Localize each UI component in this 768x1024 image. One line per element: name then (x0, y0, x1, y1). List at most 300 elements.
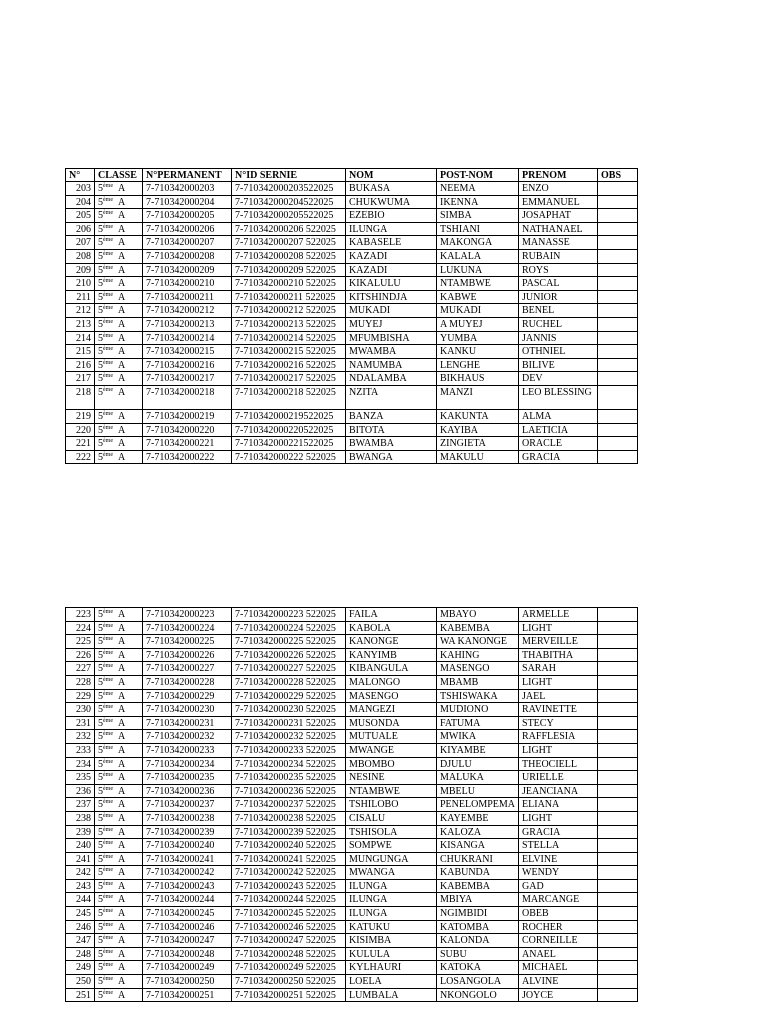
class-letter: A (118, 223, 126, 235)
class-letter: A (118, 785, 126, 797)
cell-first-name: RUBAIN (519, 249, 598, 263)
cell-post-name: KANKU (437, 345, 519, 359)
cell-sernie-id: 7-710342000233 522025 (232, 743, 346, 757)
cell-sernie-id: 7-710342000221522025 (232, 437, 346, 451)
cell-permanent-id: 7-710342000244 (143, 893, 232, 907)
class-letter: A (118, 424, 126, 436)
cell-class (95, 771, 143, 785)
cell-first-name: OBEB (519, 907, 598, 921)
table-row (66, 771, 638, 785)
class-suffix: ème (103, 183, 113, 189)
cell-post-name: NKONGOLO (437, 988, 519, 1002)
cell-first-name: RAFFLESIA (519, 730, 598, 744)
cell-number: 239 (66, 825, 95, 839)
cell-last-name: MWAMBA (346, 345, 437, 359)
cell-observations (598, 317, 638, 331)
cell-permanent-id: 7-710342000221 (143, 437, 232, 451)
table-row (66, 730, 638, 744)
cell-last-name: TSHISOLA (346, 825, 437, 839)
cell-post-name: SIMBA (437, 209, 519, 223)
class-letter: A (118, 196, 126, 208)
table-row (66, 209, 638, 223)
cell-first-name: ROCHER (519, 920, 598, 934)
class-suffix: ème (103, 867, 113, 874)
class-number: 5 (98, 962, 103, 974)
cell-last-name: BUKASA (346, 182, 437, 196)
cell-class (95, 648, 143, 662)
cell-permanent-id: 7-710342000249 (143, 961, 232, 975)
cell-number: 213 (66, 317, 95, 331)
cell-first-name: JAEL (519, 689, 598, 703)
class-number: 5 (98, 867, 103, 879)
class-number: 5 (98, 840, 103, 852)
class-number: 5 (98, 690, 103, 702)
cell-post-name: LUKUNA (437, 263, 519, 277)
class-number: 5 (98, 908, 103, 920)
cell-sernie-id: 7-710342000215 522025 (232, 345, 346, 359)
cell-observations (598, 675, 638, 689)
cell-last-name: ILUNGA (346, 879, 437, 893)
class-letter: A (118, 948, 126, 960)
cell-last-name: LOELA (346, 975, 437, 989)
cell-permanent-id: 7-710342000231 (143, 716, 232, 730)
cell-first-name: LIGHT (519, 675, 598, 689)
cell-number: 238 (66, 811, 95, 825)
class-number: 5 (98, 663, 103, 675)
cell-observations (598, 423, 638, 437)
cell-number: 207 (66, 236, 95, 250)
cell-number: 241 (66, 852, 95, 866)
cell-number: 246 (66, 920, 95, 934)
cell-sernie-id: 7-710342000241 522025 (232, 852, 346, 866)
class-number: 5 (98, 291, 103, 303)
class-letter: A (118, 894, 126, 906)
class-letter: A (118, 867, 126, 879)
class-number: 5 (98, 744, 103, 756)
cell-number: 242 (66, 866, 95, 880)
cell-number: 206 (66, 222, 95, 236)
class-suffix: ème (103, 812, 113, 819)
cell-number: 245 (66, 907, 95, 921)
header-permanent-id: N°PERMANENT (143, 169, 232, 182)
cell-sernie-id: 7-710342000208 522025 (232, 249, 346, 263)
cell-observations (598, 879, 638, 893)
cell-number: 249 (66, 961, 95, 975)
cell-last-name: MBOMBO (346, 757, 437, 771)
cell-post-name: BIKHAUS (437, 372, 519, 386)
class-number: 5 (98, 948, 103, 960)
cell-class (95, 437, 143, 451)
cell-observations (598, 290, 638, 304)
cell-permanent-id: 7-710342000251 (143, 988, 232, 1002)
cell-number: 230 (66, 703, 95, 717)
cell-last-name: MUSONDA (346, 716, 437, 730)
class-suffix: ème (103, 410, 113, 417)
class-suffix: ème (103, 880, 113, 887)
cell-permanent-id: 7-710342000215 (143, 345, 232, 359)
cell-last-name: KANYIMB (346, 648, 437, 662)
cell-class (95, 920, 143, 934)
class-letter: A (118, 880, 126, 892)
class-suffix: ème (103, 278, 113, 285)
cell-sernie-id: 7-710342000205522025 (232, 209, 346, 223)
cell-first-name: STECY (519, 716, 598, 730)
cell-observations (598, 209, 638, 223)
cell-permanent-id: 7-710342000237 (143, 798, 232, 812)
class-letter: A (118, 717, 126, 729)
cell-class (95, 825, 143, 839)
cell-class (95, 317, 143, 331)
cell-first-name: ROYS (519, 263, 598, 277)
class-number: 5 (98, 386, 103, 398)
cell-first-name: ALMA (519, 409, 598, 423)
table-row (66, 450, 638, 464)
table-row (66, 345, 638, 359)
class-letter: A (118, 237, 126, 249)
cell-number: 228 (66, 675, 95, 689)
class-letter: A (118, 989, 126, 1001)
cell-post-name: KISANGA (437, 839, 519, 853)
cell-permanent-id: 7-710342000211 (143, 290, 232, 304)
class-letter: A (118, 305, 126, 317)
table-row (66, 249, 638, 263)
class-suffix: ème (103, 438, 113, 445)
class-number: 5 (98, 622, 103, 634)
cell-permanent-id: 7-710342000208 (143, 249, 232, 263)
class-letter: A (118, 676, 126, 688)
table-row (66, 839, 638, 853)
cell-observations (598, 450, 638, 464)
cell-sernie-id: 7-710342000238 522025 (232, 811, 346, 825)
cell-sernie-id: 7-710342000236 522025 (232, 784, 346, 798)
cell-post-name: MANZI (437, 385, 519, 409)
class-letter: A (118, 609, 126, 620)
cell-number: 224 (66, 621, 95, 635)
cell-number: 233 (66, 743, 95, 757)
cell-last-name: MWANGA (346, 866, 437, 880)
cell-last-name: FAILA (346, 608, 437, 622)
cell-first-name: LAETICIA (519, 423, 598, 437)
cell-sernie-id: 7-710342000222 522025 (232, 450, 346, 464)
cell-observations (598, 372, 638, 386)
cell-permanent-id: 7-710342000250 (143, 975, 232, 989)
cell-post-name: KABEMBA (437, 621, 519, 635)
cell-observations (598, 703, 638, 717)
cell-class (95, 450, 143, 464)
cell-permanent-id: 7-710342000228 (143, 675, 232, 689)
cell-last-name: KIKALULU (346, 277, 437, 291)
table-row (66, 358, 638, 372)
table-row (66, 920, 638, 934)
cell-last-name: KABOLA (346, 621, 437, 635)
cell-post-name: MASENGO (437, 662, 519, 676)
class-letter: A (118, 649, 126, 661)
cell-permanent-id: 7-710342000216 (143, 358, 232, 372)
cell-permanent-id: 7-710342000243 (143, 879, 232, 893)
class-number: 5 (98, 438, 103, 450)
class-number: 5 (98, 636, 103, 648)
cell-last-name: SOMPWE (346, 839, 437, 853)
cell-first-name: GRACIA (519, 450, 598, 464)
cell-last-name: MUYEJ (346, 317, 437, 331)
cell-post-name: ZINGIETA (437, 437, 519, 451)
student-roster-table-2 (65, 607, 638, 1002)
class-letter: A (118, 744, 126, 756)
cell-observations (598, 961, 638, 975)
cell-sernie-id: 7-710342000211 522025 (232, 290, 346, 304)
cell-permanent-id: 7-710342000223 (143, 608, 232, 622)
cell-permanent-id: 7-710342000232 (143, 730, 232, 744)
table-row (66, 716, 638, 730)
class-letter: A (118, 908, 126, 920)
table-row (66, 182, 638, 196)
cell-permanent-id: 7-710342000234 (143, 757, 232, 771)
cell-permanent-id: 7-710342000235 (143, 771, 232, 785)
class-number: 5 (98, 921, 103, 933)
class-suffix: ème (103, 196, 113, 203)
cell-observations (598, 839, 638, 853)
class-suffix: ème (103, 799, 113, 806)
cell-sernie-id: 7-710342000225 522025 (232, 635, 346, 649)
cell-post-name: MAKULU (437, 450, 519, 464)
cell-post-name: TSHIANI (437, 222, 519, 236)
class-number: 5 (98, 250, 103, 262)
class-number: 5 (98, 196, 103, 208)
cell-observations (598, 920, 638, 934)
cell-observations (598, 947, 638, 961)
class-suffix: ème (103, 649, 113, 656)
class-number: 5 (98, 410, 103, 422)
class-suffix: ème (103, 373, 113, 380)
cell-sernie-id: 7-710342000224 522025 (232, 621, 346, 635)
cell-last-name: NDALAMBA (346, 372, 437, 386)
class-number: 5 (98, 976, 103, 988)
cell-first-name: WENDY (519, 866, 598, 880)
class-suffix: ème (103, 424, 113, 431)
table-row (66, 879, 638, 893)
cell-sernie-id: 7-710342000235 522025 (232, 771, 346, 785)
cell-class (95, 852, 143, 866)
class-suffix: ème (103, 264, 113, 271)
class-number: 5 (98, 424, 103, 436)
cell-first-name: PASCAL (519, 277, 598, 291)
cell-post-name: MBAMB (437, 675, 519, 689)
cell-class (95, 757, 143, 771)
header-post-name: POST-NOM (437, 169, 519, 182)
cell-permanent-id: 7-710342000204 (143, 195, 232, 209)
class-suffix: ème (103, 386, 113, 393)
cell-number: 227 (66, 662, 95, 676)
class-suffix: ème (103, 840, 113, 847)
cell-first-name: BENEL (519, 304, 598, 318)
cell-first-name: MICHAEL (519, 961, 598, 975)
cell-number: 205 (66, 209, 95, 223)
cell-number: 225 (66, 635, 95, 649)
header-last-name: NOM (346, 169, 437, 182)
class-letter: A (118, 799, 126, 811)
class-suffix: ème (103, 717, 113, 724)
class-suffix: ème (103, 989, 113, 996)
cell-last-name: CISALU (346, 811, 437, 825)
cell-sernie-id: 7-710342000240 522025 (232, 839, 346, 853)
class-suffix: ème (103, 826, 113, 833)
class-number: 5 (98, 210, 103, 222)
cell-class (95, 730, 143, 744)
class-letter: A (118, 690, 126, 702)
table-row (66, 222, 638, 236)
class-number: 5 (98, 332, 103, 344)
cell-number: 237 (66, 798, 95, 812)
class-number: 5 (98, 264, 103, 276)
cell-post-name: KABEMBA (437, 879, 519, 893)
cell-last-name: BANZA (346, 409, 437, 423)
cell-last-name: KULULA (346, 947, 437, 961)
cell-permanent-id: 7-710342000212 (143, 304, 232, 318)
cell-class (95, 675, 143, 689)
cell-post-name: MUDIONO (437, 703, 519, 717)
class-number: 5 (98, 609, 103, 620)
class-suffix: ème (103, 704, 113, 711)
cell-permanent-id: 7-710342000203 (143, 182, 232, 196)
cell-first-name: ENZO (519, 182, 598, 196)
class-suffix: ème (103, 291, 113, 298)
class-number: 5 (98, 359, 103, 371)
class-suffix: ème (103, 772, 113, 779)
cell-permanent-id: 7-710342000207 (143, 236, 232, 250)
cell-number: 236 (66, 784, 95, 798)
cell-observations (598, 988, 638, 1002)
cell-class (95, 277, 143, 291)
cell-number: 214 (66, 331, 95, 345)
cell-class (95, 879, 143, 893)
cell-class (95, 209, 143, 223)
cell-permanent-id: 7-710342000224 (143, 621, 232, 635)
table-row (66, 437, 638, 451)
cell-observations (598, 866, 638, 880)
cell-sernie-id: 7-710342000217 522025 (232, 372, 346, 386)
class-number: 5 (98, 451, 103, 463)
cell-observations (598, 852, 638, 866)
cell-observations (598, 934, 638, 948)
cell-sernie-id: 7-710342000228 522025 (232, 675, 346, 689)
cell-first-name: JEANCIANA (519, 784, 598, 798)
class-letter: A (118, 250, 126, 262)
cell-observations (598, 608, 638, 622)
cell-number: 212 (66, 304, 95, 318)
cell-last-name: KISIMBA (346, 934, 437, 948)
cell-permanent-id: 7-710342000219 (143, 409, 232, 423)
cell-sernie-id: 7-710342000230 522025 (232, 703, 346, 717)
cell-class (95, 961, 143, 975)
cell-class (95, 893, 143, 907)
class-letter: A (118, 636, 126, 648)
class-number: 5 (98, 649, 103, 661)
class-suffix: ème (103, 622, 113, 629)
cell-last-name: MUNGUNGA (346, 852, 437, 866)
table-row (66, 648, 638, 662)
class-number: 5 (98, 717, 103, 729)
cell-class (95, 423, 143, 437)
cell-sernie-id: 7-710342000243 522025 (232, 879, 346, 893)
table-row (66, 304, 638, 318)
table-row (66, 608, 638, 622)
class-letter: A (118, 210, 126, 222)
cell-post-name: MWIKA (437, 730, 519, 744)
cell-class (95, 290, 143, 304)
cell-class (95, 988, 143, 1002)
cell-sernie-id: 7-710342000204522025 (232, 195, 346, 209)
cell-class (95, 689, 143, 703)
cell-number: 234 (66, 757, 95, 771)
cell-sernie-id: 7-710342000203522025 (232, 182, 346, 196)
cell-number: 210 (66, 277, 95, 291)
cell-first-name: JANNIS (519, 331, 598, 345)
cell-observations (598, 621, 638, 635)
class-letter: A (118, 921, 126, 933)
class-letter: A (118, 962, 126, 974)
table-row (66, 290, 638, 304)
cell-sernie-id: 7-710342000229 522025 (232, 689, 346, 703)
cell-class (95, 409, 143, 423)
table-row (66, 784, 638, 798)
cell-last-name: MANGEZI (346, 703, 437, 717)
cell-number: 222 (66, 450, 95, 464)
class-letter: A (118, 410, 126, 422)
cell-class (95, 975, 143, 989)
class-number: 5 (98, 278, 103, 290)
table-row (66, 988, 638, 1002)
cell-permanent-id: 7-710342000222 (143, 450, 232, 464)
cell-class (95, 385, 143, 409)
cell-sernie-id: 7-710342000249 522025 (232, 961, 346, 975)
header-first-name: PRENOM (519, 169, 598, 182)
class-number: 5 (98, 237, 103, 249)
cell-sernie-id: 7-710342000245 522025 (232, 907, 346, 921)
cell-first-name: ANAEL (519, 947, 598, 961)
cell-post-name: YUMBA (437, 331, 519, 345)
class-suffix: ème (103, 346, 113, 353)
class-letter: A (118, 772, 126, 784)
cell-sernie-id: 7-710342000220522025 (232, 423, 346, 437)
class-letter: A (118, 359, 126, 371)
cell-first-name: RUCHEL (519, 317, 598, 331)
cell-first-name: ARMELLE (519, 608, 598, 622)
class-letter: A (118, 291, 126, 303)
table-row (66, 947, 638, 961)
table-row (66, 798, 638, 812)
class-number: 5 (98, 373, 103, 385)
class-suffix: ème (103, 250, 113, 257)
cell-post-name: IKENNA (437, 195, 519, 209)
cell-observations (598, 975, 638, 989)
cell-observations (598, 662, 638, 676)
class-suffix: ème (103, 609, 113, 615)
cell-sernie-id: 7-710342000216 522025 (232, 358, 346, 372)
cell-post-name: MBELU (437, 784, 519, 798)
class-letter: A (118, 318, 126, 330)
cell-last-name: KITSHINDJA (346, 290, 437, 304)
table-row (66, 689, 638, 703)
cell-observations (598, 689, 638, 703)
class-number: 5 (98, 676, 103, 688)
class-letter: A (118, 264, 126, 276)
class-suffix: ème (103, 921, 113, 928)
table-row (66, 675, 638, 689)
cell-number: 226 (66, 648, 95, 662)
cell-last-name: LUMBALA (346, 988, 437, 1002)
cell-last-name: KAZADI (346, 249, 437, 263)
cell-number: 223 (66, 608, 95, 622)
